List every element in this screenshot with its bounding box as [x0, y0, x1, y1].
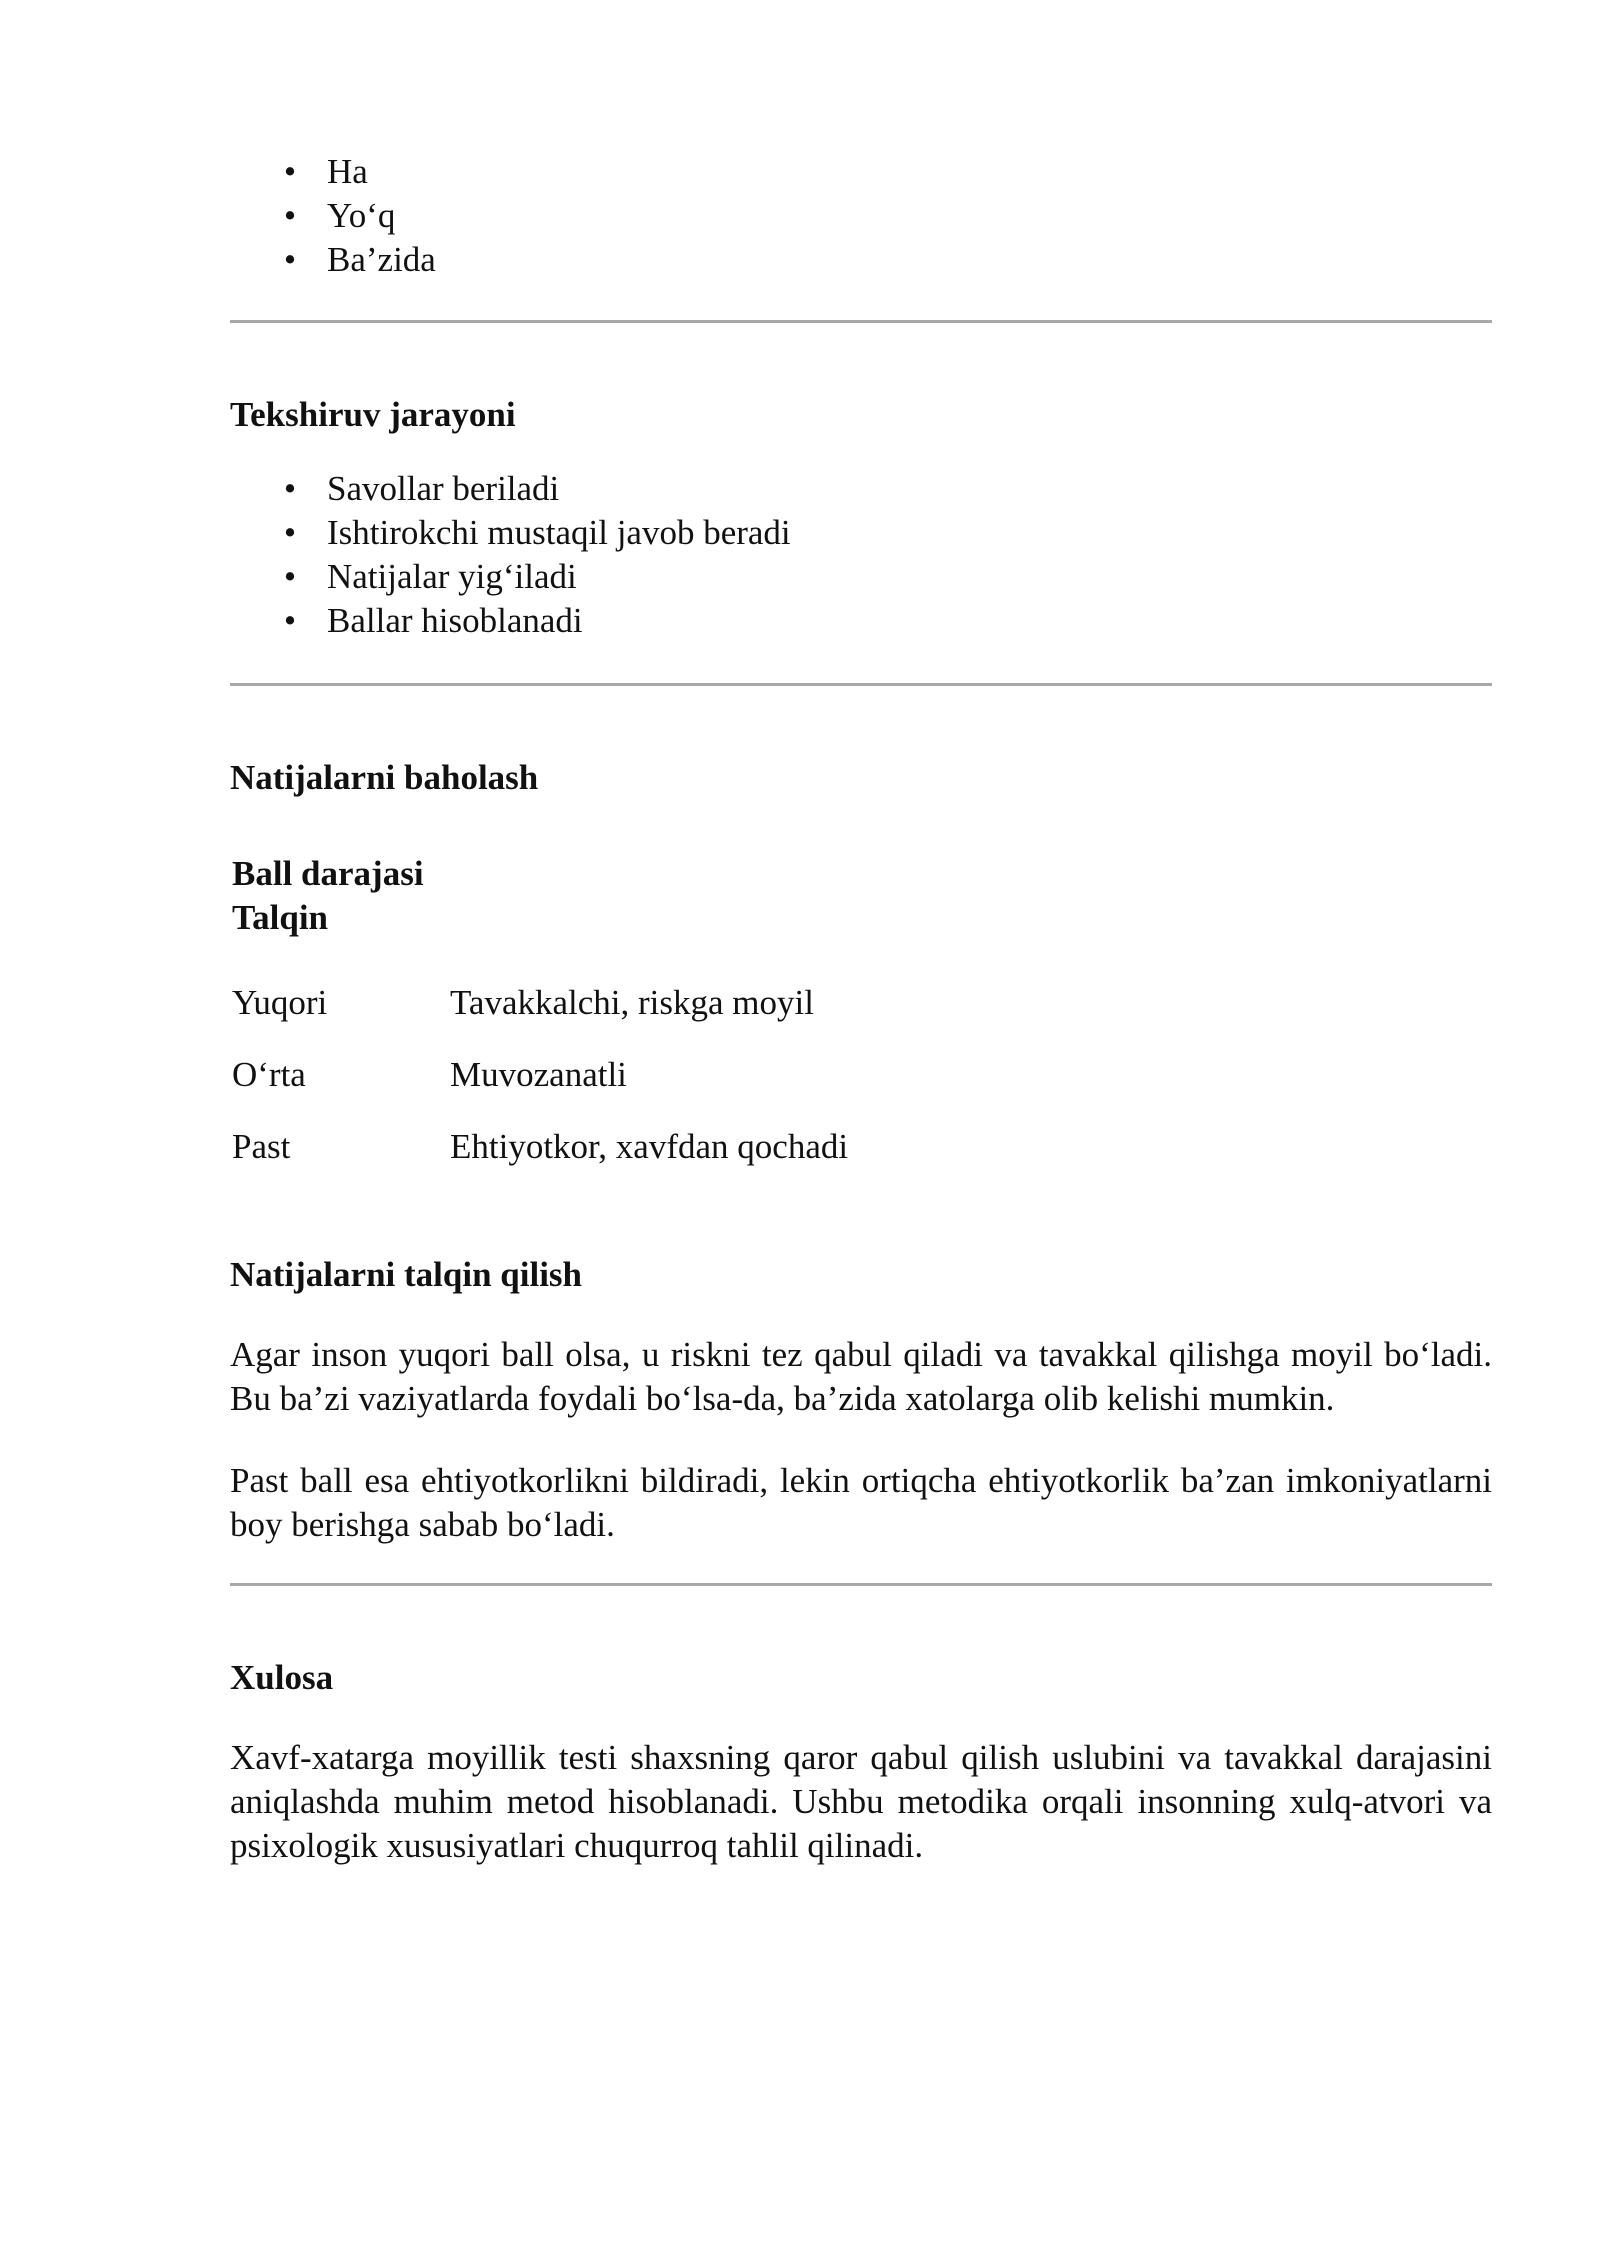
document-page — [230, 150, 1492, 1868]
table-cell-level: O‘rta — [232, 1055, 306, 1094]
bullet-icon: • — [283, 557, 297, 596]
bullet-icon: • — [283, 469, 297, 508]
list-item — [230, 150, 1492, 194]
score-table — [232, 852, 848, 1169]
table-header-row — [232, 852, 848, 940]
conclusion-heading: Xulosa — [230, 1658, 334, 1697]
interpretation-paragraph: Agar inson yuqori ball olsa, u riskni tez qabul qiladi va tavakkal qilishga moyil bo‘ladi. Bu ba’zi vaziyatlarda foydali bo‘lsa-da, ba’zida xatolarga olib kelishi mumkin. — [230, 1335, 1492, 1418]
bullet-icon: • — [283, 196, 297, 235]
table-cell-level: Past — [232, 1127, 291, 1166]
list-item-text: Natijalar yig‘iladi — [327, 557, 577, 596]
list-item — [230, 194, 1492, 238]
table-cell-interpretation: Tavakkalchi, riskga moyil — [450, 983, 814, 1022]
list-item-text: Savollar beriladi — [327, 469, 560, 508]
table-cell-interpretation: Muvozanatli — [450, 1055, 627, 1094]
table-cell-level: Yuqori — [232, 983, 328, 1022]
interpretation-heading: Natijalarni talqin qilish — [230, 1255, 583, 1294]
section-divider — [230, 683, 1492, 686]
table-cell-interpretation: Ehtiyotkor, xavfdan qochadi — [450, 1127, 849, 1166]
table-row — [232, 1025, 848, 1097]
table-row — [232, 1097, 848, 1169]
interpretation-paragraph: Past ball esa ehtiyotkorlikni bildiradi, lekin ortiqcha ehtiyotkorlik ba’zan imkoniyatlarni boy berishga sabab bo‘ladi. — [230, 1461, 1492, 1544]
bullet-icon: • — [283, 240, 297, 279]
section-divider — [230, 1583, 1492, 1586]
list-item-text: Yo‘q — [327, 196, 396, 235]
process-heading: Tekshiruv jarayoni — [230, 395, 516, 434]
bullet-icon: • — [283, 601, 297, 640]
list-item — [230, 599, 1492, 643]
table-header-cell: Ball darajasi Talqin — [232, 854, 424, 937]
list-item — [230, 238, 1492, 282]
list-item — [230, 555, 1492, 599]
answer-options-list — [230, 150, 1492, 282]
list-item-text: Ba’zida — [327, 240, 436, 279]
conclusion-paragraph: Xavf-xatarga moyillik testi shaxsning qaror qabul qilish uslubini va tavakkal darajasini aniqlashda muhim metod hisoblanadi. Ushbu metodika orqali insonning xulq-atvori va psixologik xususiyatlari chuqurroq tahlil qilinadi. — [230, 1738, 1492, 1865]
process-steps-list — [230, 467, 1492, 643]
bullet-icon: • — [283, 152, 297, 191]
bullet-icon: • — [283, 513, 297, 552]
list-item-text: Ha — [327, 152, 368, 191]
list-item-text: Ballar hisoblanadi — [327, 601, 583, 640]
section-divider — [230, 320, 1492, 323]
table-row — [232, 940, 848, 1025]
list-item — [230, 511, 1492, 555]
list-item-text: Ishtirokchi mustaqil javob beradi — [327, 513, 791, 552]
evaluation-heading: Natijalarni baholash — [230, 758, 539, 797]
list-item — [230, 467, 1492, 511]
